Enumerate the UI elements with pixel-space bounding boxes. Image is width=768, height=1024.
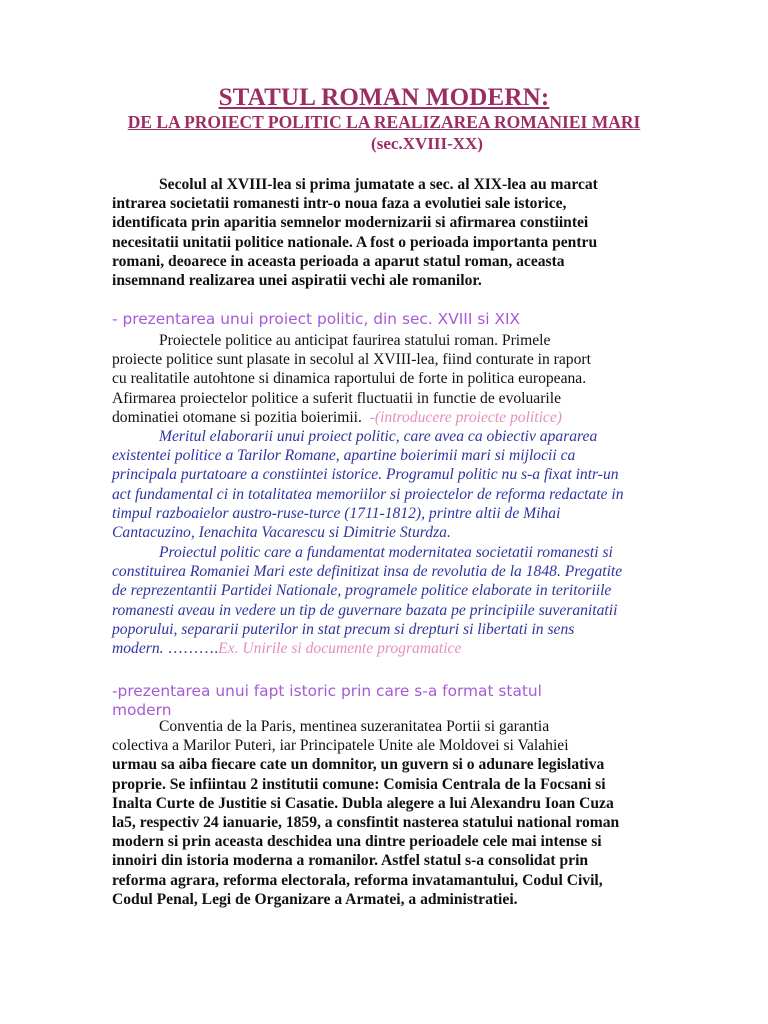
paragraph-line: Inalta Curte de Justitie si Casatie. Dubla alegere a lui Alexandru Ioan Cuza [112,794,614,812]
note-introducere: -(introducere proiecte politice) [369,408,562,426]
ellipsis-dots: ………. [167,640,219,658]
paragraph-line: urmau sa aiba fiecare cate un domnitor, un guvern si o adunare legislativa [112,756,605,774]
section1-paragraph-3 [112,543,672,658]
section-heading-proiect-politic: - prezentarea unui proiect politic, din sec. XVIII si XIX [112,310,521,328]
paragraph-line: act fundamental ci in totalitatea memoriilor si proiectelor de reforma redactate in [112,485,624,503]
paragraph-line [112,408,672,427]
paragraph-line: Proiectul politic care a fundamentat modernitatea societatii romanesti si [159,544,613,561]
intro-line: identificata prin aparitia semnelor modernizarii si afirmarea constiintei [112,214,589,232]
document-title: STATUL ROMAN MODERN: [218,84,550,111]
heading-line: modern [112,701,172,719]
paragraph-line: Codul Penal, Legi de Organizare a Armatei, a administratiei. [112,890,518,908]
paragraph-line: existentei politice a Tarilor Romane, apartine boierimii mari si mijlocii ca [112,447,576,465]
intro-line: necesitatii unitatii politice nationale. A fost o perioada importanta pentru [112,233,598,251]
document-subtitle: DE LA PROIECT POLITIC LA REALIZAREA ROMANIEI MARI [127,112,641,132]
paragraph-line: reforma agrara, reforma electorala, reforma invatamantului, Codul Civil, [112,871,603,889]
note-exemple: Ex. Unirile si documente programatice [218,640,462,658]
paragraph-line: proiecte politice sunt plasate in secolul al XVIII-lea, fiind conturate in raport [112,351,591,369]
paragraph-line: innoiri din istoria moderna a romanilor. Astfel statul s-a consolidat prin [112,852,589,870]
heading-line: -prezentarea unui fapt istoric prin care s-a format statul [112,682,542,700]
paragraph-line: Meritul elaborarii unui proiect politic, care avea ca obiectiv apararea [159,428,598,445]
paragraph-line: de reprezentantii Partidei Nationale, programele politice elaborate in teritoriile [112,582,612,600]
intro-line: insemnand realizarea unei aspiratii vechi ale romanilor. [112,272,482,290]
section2-paragraph [112,717,672,909]
section-heading-fapt-istoric [112,682,672,720]
paragraph-line: cu realitatile autohtone si dinamica raportului de forte in politica europeana. [112,370,587,388]
paragraph-line: principala purtatoare a constiintei istorice. Programul politic nu s-a fixat intr-un [112,466,619,484]
paragraph-line: Afirmarea proiectelor politice a suferit fluctuatii in functie de evoluarile [112,389,561,407]
paragraph-line: proprie. Se infiintau 2 institutii comune: Comisia Centrala de la Focsani si [112,775,606,793]
intro-paragraph [112,175,672,290]
paragraph-line-text: dominatiei otomane si pozitia boierimii. [112,408,362,426]
intro-line: romani, deoarece in aceasta perioada a aparut statul roman, aceasta [112,252,565,270]
paragraph-line: Cantacuzino, Ienachita Vacarescu si Dimitrie Sturdza. [112,524,451,542]
section1-paragraph-1 [112,331,672,427]
intro-line: intrarea societatii romanesti intr-o noua faza a evolutiei sale istorice, [112,195,567,213]
paragraph-line-text: modern. [112,640,164,658]
document-period: (sec.XVIII-XX) [371,134,483,153]
paragraph-line: timpul razboaielor austro-ruse-turce (1711-1812), printre altii de Mihai [112,504,561,522]
paragraph-line [112,639,672,658]
paragraph-line: romanesti aveau in vedere un tip de guvernare bazata pe principiile suveranitatii [112,601,618,619]
paragraph-line: modern si prin aceasta deschidea una dintre perioadele cele mai intense si [112,833,602,851]
paragraph-line: la5, respectiv 24 ianuarie, 1859, a consfintit nasterea statului national roman [112,814,620,832]
paragraph-line: Proiectele politice au anticipat faurirea statului roman. Primele [159,332,551,349]
section1-paragraph-2 [112,427,672,542]
paragraph-line: poporului, separarii puterilor in stat precum si drepturi si libertati in sens [112,620,575,638]
paragraph-line: constituirea Romaniei Mari este definitizat insa de revolutia de la 1848. Pregatite [112,563,623,581]
paragraph-line: Conventia de la Paris, mentinea suzeranitatea Portii si garantia [159,718,550,735]
paragraph-line: colectiva a Marilor Puteri, iar Principatele Unite ale Moldovei si Valahiei [112,737,569,755]
intro-line: Secolul al XVIII-lea si prima jumatate a sec. al XIX-lea au marcat [159,176,598,193]
